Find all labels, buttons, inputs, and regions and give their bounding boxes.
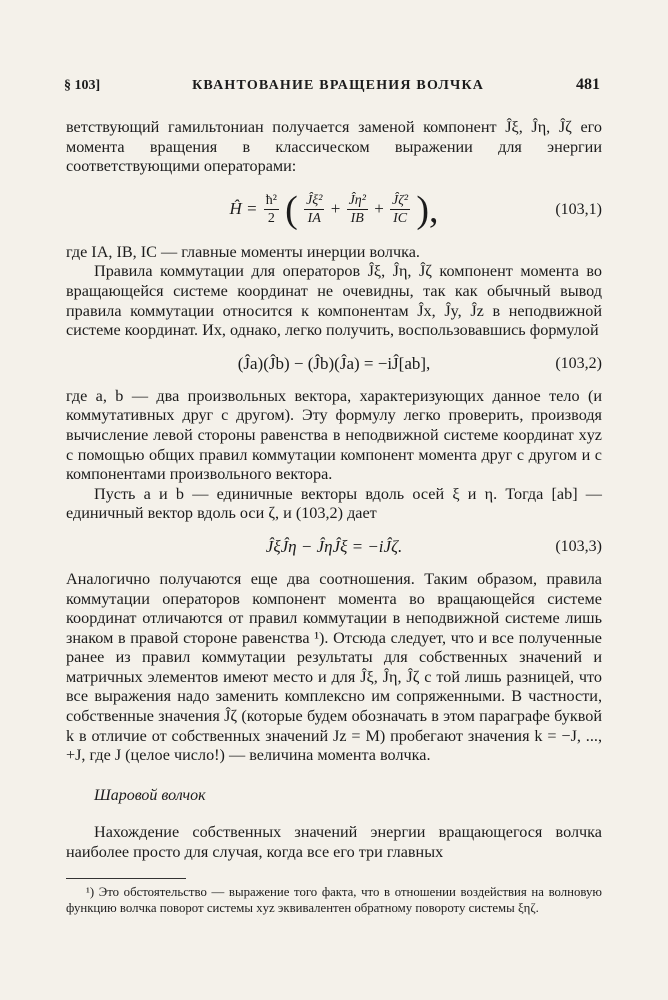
close-paren: ), [416, 188, 439, 231]
equation-103-2 [66, 345, 602, 383]
plus-sign: + [374, 198, 384, 218]
paragraph: где a, b — два произвольных вектора, характеризующих данное тело (и коммутативных друг с другом). Эту формулу легко проверить, производя вычисление левой стороны равенства в неподвижной системе координат xyz с помощью общих правил коммутации компонент момента друг с другом и с компонентами произвольного вектора. [66, 386, 602, 484]
fraction-numerator: Ĵη² [348, 193, 366, 209]
paragraph: Нахождение собственных значений энергии вращающегося волчка наиболее просто для случая, когда все его три главных [66, 823, 602, 862]
section-reference: § 103] [64, 78, 101, 93]
fraction [347, 192, 368, 227]
running-header [64, 76, 600, 94]
chapter-title: КВАНТОВАНИЕ ВРАЩЕНИЯ ВОЛЧКА [192, 78, 485, 93]
page-number: 481 [576, 76, 600, 93]
formula-lhs: Ĥ = [229, 198, 262, 218]
paragraph: ветствующий гамильтониан получается заменой компонент Ĵξ, Ĵη, Ĵζ его момента вращения в классическом выражении для энергии соответствующими операторами: [66, 118, 602, 176]
fraction-numerator: Ĵξ² [306, 193, 323, 209]
plus-sign: + [330, 198, 341, 218]
section-title: Шаровой волчок [94, 786, 206, 804]
fraction-denominator: IB [350, 211, 364, 227]
equation-number: (103,3) [555, 538, 602, 556]
footnote: ¹) Это обстоятельство — выражение того факта, что в отношении воздействия на волновую функцию волчка поворот системы xyz эквивалентен обратному повороту системы ξηζ. [66, 884, 602, 915]
fraction-denominator: 2 [267, 211, 275, 227]
paragraph: Правила коммутации для операторов Ĵξ, Ĵη, Ĵζ компонент момента во вращающейся системе координат не очевидны, так как обычный вывод правила коммутации относится к компонентам Ĵx, Ĵy, Ĵz в неподвижной системе координат. Их, однако, легко получить, воспользовавшись формулой [66, 262, 602, 340]
paragraph: где IA, IB, IC — главные моменты инерции волчка. [66, 242, 420, 261]
paragraph: Пусть a и b — единичные векторы вдоль осей ξ и η. Тогда [ab] — единичный вектор вдоль оси ζ, и (103,2) дает [66, 484, 602, 523]
fraction-numerator: Ĵζ² [392, 193, 409, 209]
fraction [264, 192, 279, 227]
fraction-denominator: IA [307, 211, 321, 227]
open-paren: ( [285, 188, 298, 231]
rotating-commutator-formula: ĴξĴη − ĴηĴξ = −iĴζ. [265, 537, 403, 557]
hamiltonian-formula [229, 188, 439, 231]
fraction [390, 192, 410, 227]
fraction [304, 192, 324, 227]
equation-103-1 [66, 180, 602, 240]
fraction-numerator: ħ² [265, 193, 277, 209]
paragraph: Аналогично получаются еще два соотношения. Таким образом, правила коммутации операторов компонент момента во вращающейся системе координат отличаются от правил коммутации в неподвижной системе лишь знаком в правой стороне равенства ¹). Отсюда следует, что и все полученные ранее из правил коммутации результаты для собственных значений и матричных элементов имеют место и для Ĵξ, Ĵη, Ĵζ с той лишь разницей, что все выражения надо заменить комплексно им сопряженными. В частности, собственные значения Ĵζ (которые будем обозначать в этом параграфе буквой k в отличие от собственных значений Jz = M) пробегают значения k = −J, ..., +J, где J (целое число!) — величина момента волчка. [66, 569, 602, 765]
page-body [66, 118, 602, 916]
commutator-formula: (Ĵa)(Ĵb) − (Ĵb)(Ĵa) = −iĴ[ab], [237, 353, 431, 373]
fraction-denominator: IC [393, 211, 408, 227]
equation-number: (103,1) [555, 200, 602, 218]
footnote-divider [66, 878, 186, 879]
equation-103-3 [66, 528, 602, 566]
equation-number: (103,2) [555, 354, 602, 372]
